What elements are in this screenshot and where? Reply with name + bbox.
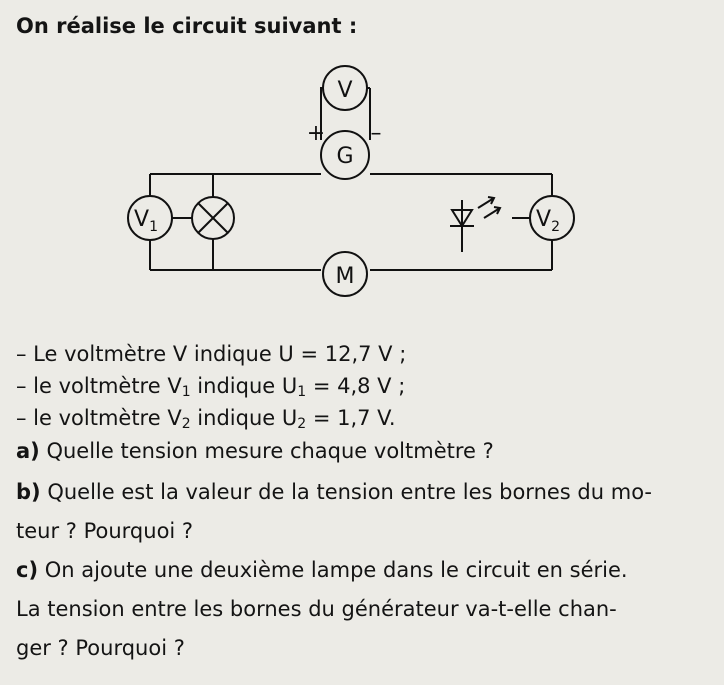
reading-v1: – le voltmètre $V_1$ indique $U_1 = 4,8$ V ; [16, 374, 406, 400]
voltmeter-v-label: V [337, 78, 353, 103]
generator-minus: – [370, 121, 382, 146]
voltmeter-v2-label: $V_2$ [536, 207, 560, 235]
question-c-line2: La tension entre les bornes du générateur va-t-elle chan- [16, 597, 617, 621]
motor-label: M [335, 264, 355, 289]
generator-label: G [336, 144, 354, 169]
reading-v: – Le voltmètre V indique U = 12,7 V ; [16, 342, 407, 366]
led-diode [450, 197, 500, 226]
question-b-line1: b) Quelle est la valeur de la tension entre les bornes du mo- [16, 480, 653, 504]
voltmeter-v1-label: $V_1$ [134, 207, 158, 235]
reading-v2: – le voltmètre $V_2$ indique $U_2 = 1,7$ V. [16, 406, 396, 432]
intro-text: On réalise le circuit suivant : [16, 14, 358, 38]
question-c-line3: ger ? Pourquoi ? [16, 636, 185, 660]
question-a: a) Quelle tension mesure chaque voltmètre ? [16, 439, 494, 463]
question-c-line1: c) On ajoute une deuxième lampe dans le circuit en série. [16, 558, 628, 582]
question-b-line2: teur ? Pourquoi ? [16, 519, 194, 543]
circuit-diagram [0, 0, 724, 330]
generator-plus: + [306, 121, 326, 146]
